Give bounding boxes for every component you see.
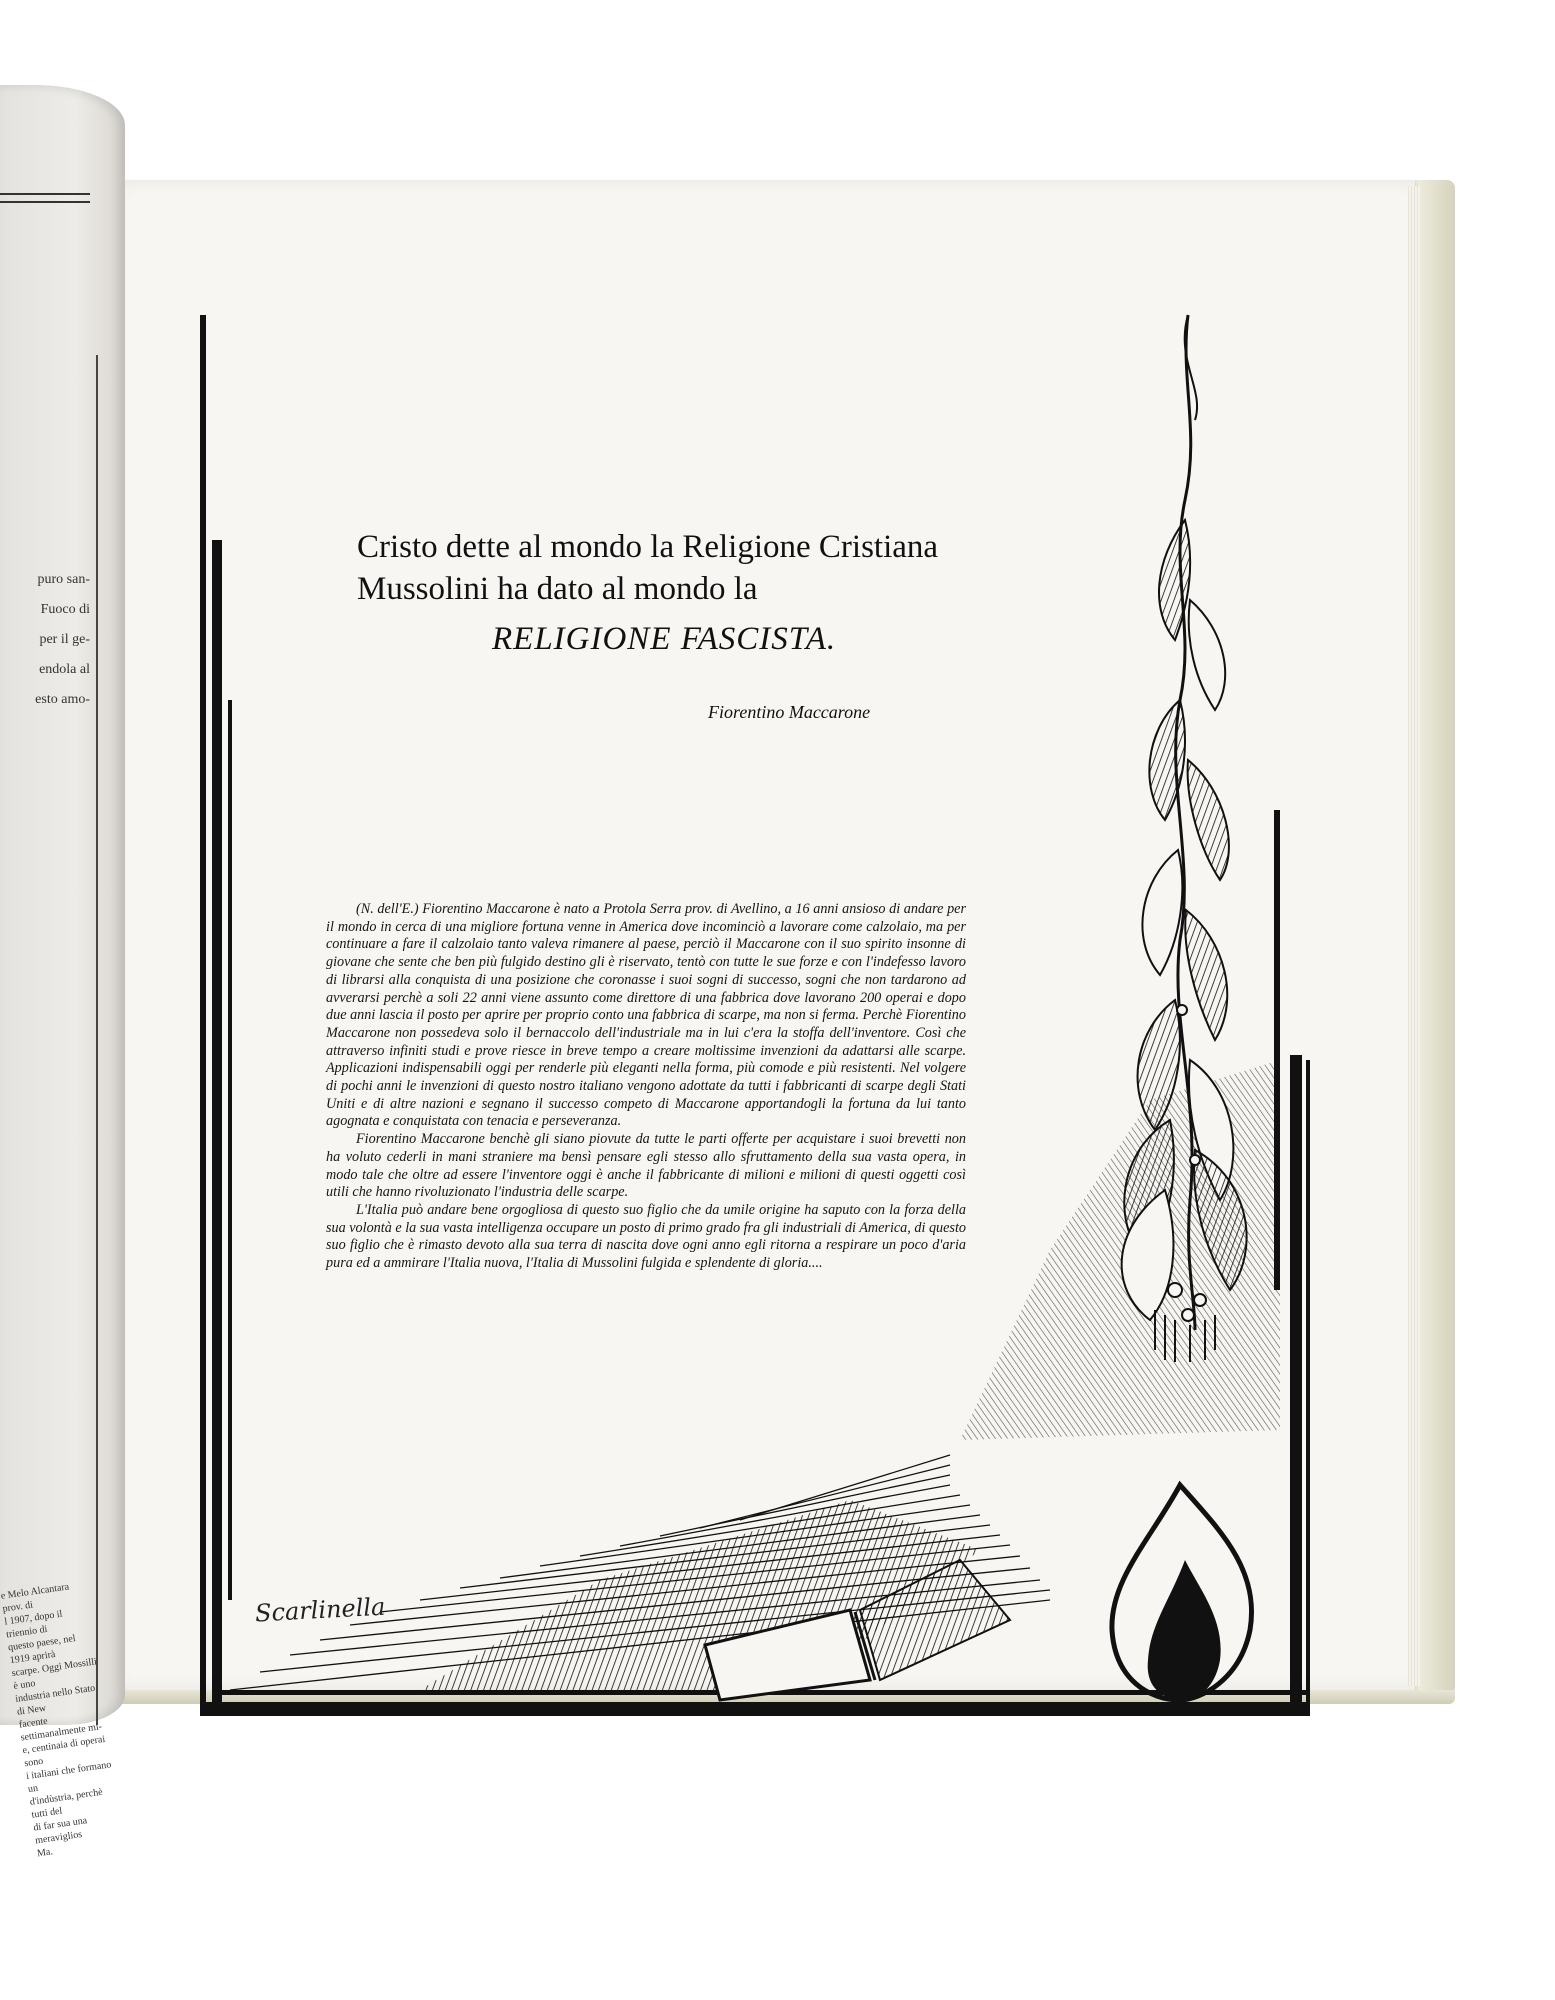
- left-page-text: esto amo-: [35, 692, 90, 707]
- left-frame-border: [200, 315, 232, 1715]
- body-text: [326, 901, 966, 1273]
- headline-line-1: Cristo dette al mondo la Religione Cristiana: [357, 529, 939, 565]
- headline: [357, 526, 1057, 660]
- left-page-text: Fuoco di: [40, 602, 90, 617]
- left-page-bottom-text: e Melo Alcantara prov. di l 1907, dopo il triennio di questo paese, nel 1919 aprirà scarpe. Oggi Mossilli è uno industria nello Stato di New facente settimanalmente mi- e, centinaia di operai sono i italiani che formano un d'indùstria, perchè tutti del di far sua una meraviglios Ma.: [0, 1581, 112, 1860]
- headline-line-3: RELIGIONE FASCISTA.: [492, 621, 837, 657]
- body-paragraph: Fiorentino Maccarone benchè gli siano piovute da tutte le parti offerte per acquistare i suoi brevetti non ha voluto cederli in mani straniere ma bensì pensare egli stesso allo sfruttamento della sua vasta opera, in modo tale che oltre ad essere l'inventore oggi è anche il fabbricante di milioni e milioni di questi oggetti così utili che hanno rivoluzionato l'industria delle scarpe.: [326, 1131, 966, 1201]
- headline-line-2: Mussolini ha dato al mondo la: [357, 571, 758, 607]
- author-name: Fiorentino Maccarone: [708, 702, 871, 722]
- left-page-text: puro san-: [37, 572, 90, 587]
- left-page-text: endola al: [39, 662, 90, 677]
- body-paragraph: L'Italia può andare bene orgogliosa di questo suo figlio che da umile origine ha saputo con la forza della sua volontà e la sua vasta intelligenza occupare un posto di primo grado fra gli industriali di America, di questo suo figlio che è rimasto devoto alla sua terra di nascita dove ogni anno egli ritorna a respirare un poco d'aria pura ed a ammirare l'Italia nuova, l'Italia di Mussolini fulgida e splendente di gloria....: [326, 1201, 966, 1272]
- left-page-text: per il ge-: [39, 632, 90, 647]
- artist-signature: Scarlinella: [254, 1592, 387, 1628]
- flame-emblem: [1112, 1485, 1252, 1700]
- body-paragraph: (N. dell'E.) Fiorentino Maccarone è nato a Protola Serra prov. di Avellino, a 16 anni ansioso di andare per il mondo in cerca di una migliore fortuna venne in America dove incominciò a lavorare come calzolaio, ma per continuare a fare il calzolaio tanto valeva rimanere al paese, perciò il Maccarone con il suo spirito insonne di giovane che sente che ben più fulgido destino gli è riservato, tentò con tutte le sue forze e con l'indefesso lavoro di librarsi alla conquista di una posizione che coronasse i suoi sogni di successo, sogni che non tardarono ad avverarsi perchè a soli 22 anni viene assunto come direttore di una fabbrica dove lavorano 200 operai e dopo due anni lascia il posto per aprire per proprio conto una fabbrica di scarpe, ma non si ferma. Perchè Fiorentino Maccarone non possedeva solo il bernaccolo dell'industriale ma in lui c'era la stoffa dell'inventore. Così che attraverso infiniti studi e prove riesce in breve tempo a creare moltissime invenzioni da adattarsi alle scarpe. Applicazioni indispensabili oggi per renderle più eleganti nella forma, più comode e più resistenti. Nel volgere di pochi anni le invenzioni di questo nostro italiano vengono adottate da tutti i fabbricanti di scarpe degli Stati Uniti e di altre nazioni e segnano il successo competo di Maccarone apportandogli la fortuna da lui tanto agognata e conquistata con tenacia e perseveranza.: [326, 901, 966, 1130]
